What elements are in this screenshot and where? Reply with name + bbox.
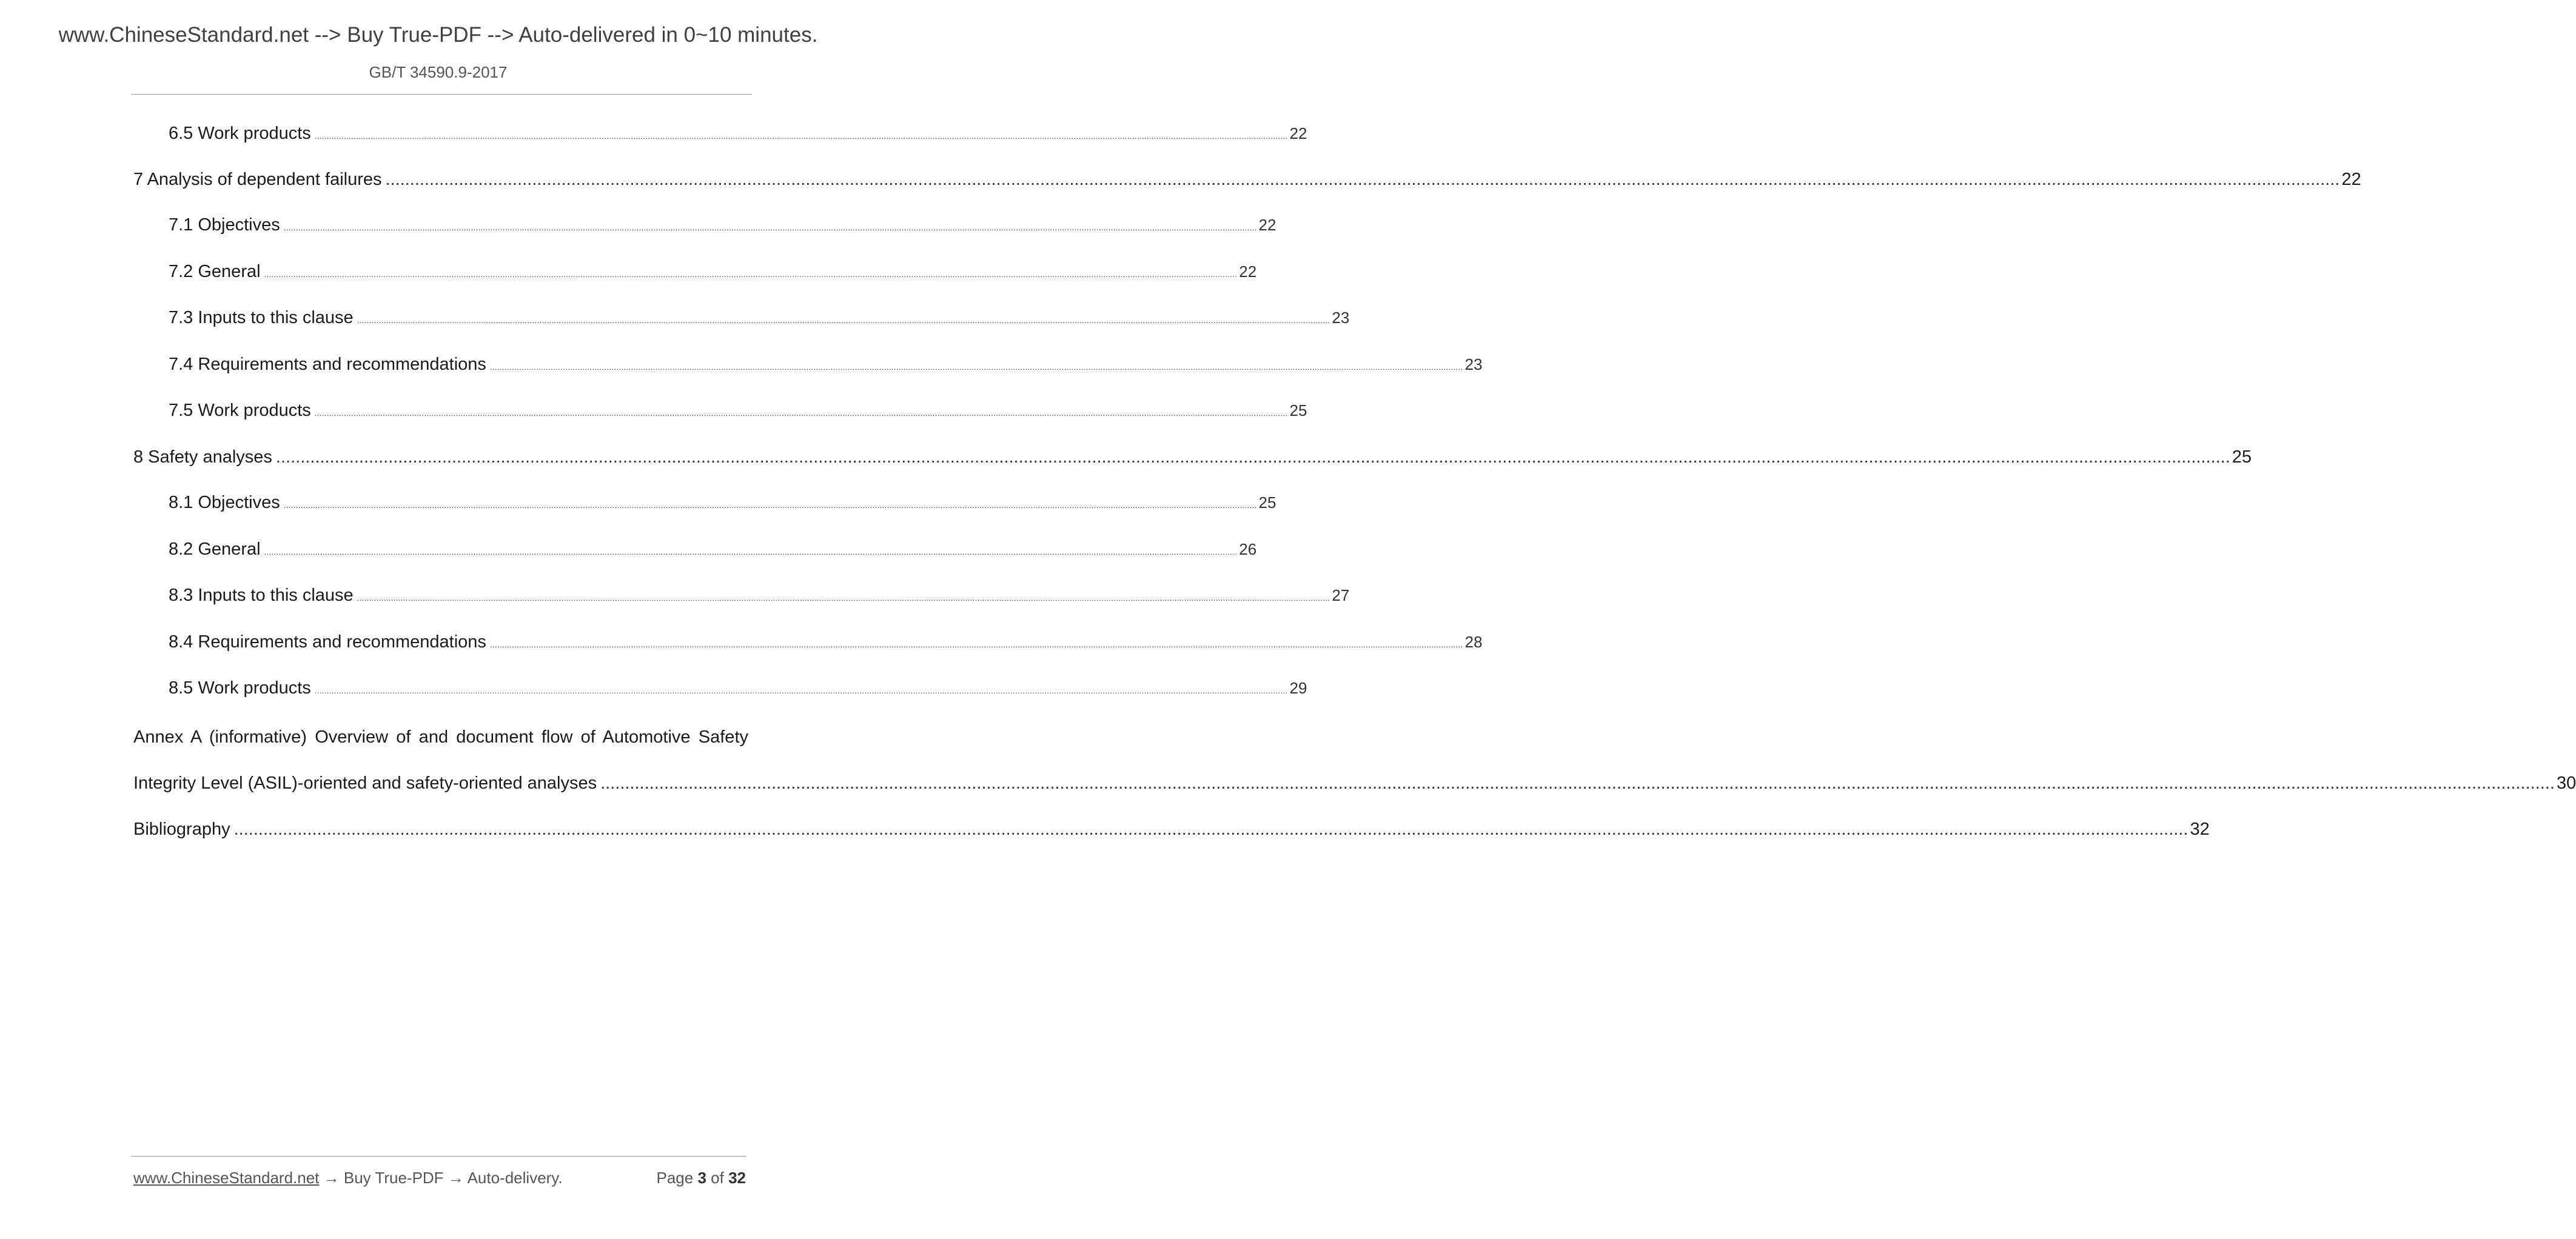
toc-leader-dots: ................................................................................................................................................................................................................................................................................................................................................................................................................ [385, 170, 2340, 189]
toc-entry-page: 22 [1258, 216, 1276, 234]
toc-leader-dots: ................................................................................................................................................................................................................................................................................................................................................................................................................ [489, 362, 1463, 372]
toc-entry[interactable] [169, 124, 1307, 144]
toc-entry-label: 7.3 Inputs to this clause [169, 308, 354, 327]
toc-entry-page: 23 [1332, 309, 1350, 327]
toc-leader-dots: ................................................................................................................................................................................................................................................................................................................................................................................................................ [283, 501, 1257, 510]
toc-entry[interactable] [169, 632, 1483, 652]
toc-entry[interactable] [169, 355, 1483, 375]
toc-entry[interactable] [169, 539, 1257, 559]
toc-entry-page: 25 [2232, 447, 2252, 467]
toc-entry-label: 7.5 Work products [169, 401, 311, 420]
toc-entry-page: 27 [1332, 586, 1350, 604]
toc-leader-dots: ................................................................................................................................................................................................................................................................................................................................................................................................................ [314, 132, 1288, 141]
toc-entry-label: 7.1 Objectives [169, 215, 280, 235]
toc-entry-label: 8.4 Requirements and recommendations [169, 632, 486, 652]
footer-site-link[interactable]: www.ChineseStandard.net [133, 1169, 320, 1187]
page-of-label: of [711, 1169, 724, 1187]
toc-leader-dots: ................................................................................................................................................................................................................................................................................................................................................................................................................ [600, 773, 2555, 793]
page-total: 32 [728, 1169, 746, 1187]
toc-entry-page: 26 [1239, 540, 1257, 558]
toc-leader-dots: ................................................................................................................................................................................................................................................................................................................................................................................................................ [264, 270, 1238, 279]
toc-entry-annex[interactable] [133, 773, 2576, 793]
toc-leader-dots: ................................................................................................................................................................................................................................................................................................................................................................................................................ [357, 316, 1330, 325]
toc-leader-dots: ................................................................................................................................................................................................................................................................................................................................................................................................................ [264, 547, 1238, 556]
page-counter [656, 1169, 746, 1187]
page-label: Page [656, 1169, 694, 1187]
toc-entry-label: 6.5 Work products [169, 124, 311, 143]
toc-leader-dots: ................................................................................................................................................................................................................................................................................................................................................................................................................ [314, 409, 1288, 418]
toc-entry[interactable] [169, 678, 1307, 698]
toc-entry-page: 32 [2190, 820, 2210, 839]
toc-leader-dots: ................................................................................................................................................................................................................................................................................................................................................................................................................ [233, 820, 2189, 839]
toc-entry-page: 30 [2556, 773, 2576, 793]
toc-entry-page: 22 [2341, 170, 2361, 189]
toc-entry-label: 8 Safety analyses [133, 447, 272, 467]
toc-entry-label: 8.2 General [169, 539, 261, 559]
footer-divider [131, 1156, 746, 1157]
toc-entry[interactable] [133, 447, 2252, 467]
toc-annex-title-line1[interactable]: Annex A (informative) Overview of and document flow of Automotive Safety [133, 727, 748, 747]
toc-leader-dots: ................................................................................................................................................................................................................................................................................................................................................................................................................ [489, 640, 1463, 649]
toc-entry-label: 8.5 Work products [169, 678, 311, 698]
footer-tagline: → Buy True-PDF → Auto-delivery. [319, 1169, 563, 1187]
toc-entry-page: 23 [1464, 355, 1483, 373]
top-banner: www.ChineseStandard.net --> Buy True-PDF --> Auto-delivered in 0~10 minutes. [58, 23, 818, 47]
toc-entry-page: 25 [1258, 493, 1276, 512]
toc-entry-label: Integrity Level (ASIL)-oriented and safety-oriented analyses [133, 773, 597, 793]
toc-entry-page: 29 [1289, 679, 1307, 697]
standard-code: GB/T 34590.9-2017 [369, 63, 508, 81]
toc-entry-label: 7.4 Requirements and recommendations [169, 355, 486, 374]
toc-entry-page: 28 [1464, 633, 1483, 651]
toc-leader-dots: ................................................................................................................................................................................................................................................................................................................................................................................................................ [357, 593, 1330, 603]
toc-leader-dots: ................................................................................................................................................................................................................................................................................................................................................................................................................ [283, 223, 1257, 232]
toc-leader-dots: ................................................................................................................................................................................................................................................................................................................................................................................................................ [314, 686, 1288, 695]
toc-entry[interactable] [169, 493, 1276, 513]
page-current: 3 [697, 1169, 706, 1187]
toc-leader-dots: ................................................................................................................................................................................................................................................................................................................................................................................................................ [275, 447, 2230, 467]
toc-entry[interactable] [169, 308, 1350, 328]
toc-entry[interactable] [169, 586, 1350, 606]
toc-entry-page: 25 [1289, 401, 1307, 419]
toc-entry[interactable] [133, 170, 2361, 190]
toc-entry[interactable] [169, 401, 1307, 421]
toc-entry-page: 22 [1239, 262, 1257, 281]
toc-entry-label: Bibliography [133, 820, 230, 839]
toc-entry[interactable] [169, 262, 1257, 282]
toc-entry-bibliography[interactable] [133, 820, 2210, 840]
toc-entry[interactable] [169, 215, 1276, 235]
toc-entry-label: 7 Analysis of dependent failures [133, 170, 382, 189]
toc-entry-label: 7.2 General [169, 262, 261, 281]
toc-entry-page: 22 [1289, 124, 1307, 142]
toc-entry-label: 8.1 Objectives [169, 493, 280, 512]
page-footer [133, 1169, 746, 1187]
toc-entry-label: 8.3 Inputs to this clause [169, 586, 354, 605]
